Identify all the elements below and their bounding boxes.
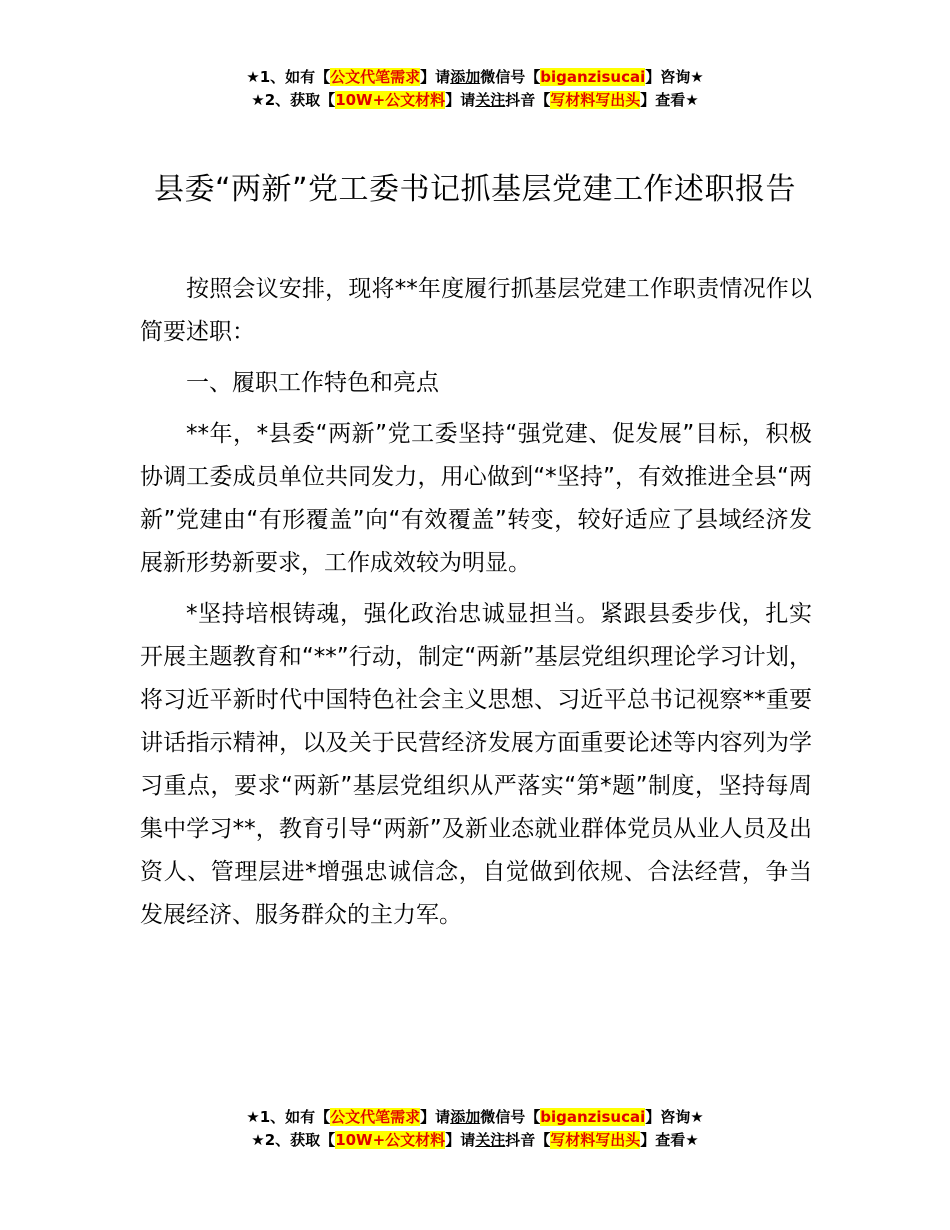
banner-text: 】请 [420, 1108, 451, 1126]
banner-text: 】咨询★ [645, 1108, 704, 1126]
banner-text: 微信号【 [480, 1108, 541, 1126]
top-promo-banner [0, 66, 950, 112]
highlight-text: biganzisucai [540, 1108, 646, 1126]
highlight-text: biganzisucai [540, 68, 646, 86]
highlight-text: 写材料写出头 [550, 91, 641, 109]
banner-text: 】查看★ [640, 1131, 699, 1149]
paragraph: *坚持培根铸魂，强化政治忠诚显担当。紧跟县委步伐，扎实开展主题教育和“**”行动，制定“两新”基层党组织理论学习计划，将习近平新时代中国特色社会主义思想、习近平总书记视察**重要讲话指示精神，以及关于民营经济发展方面重要论述等内容列为学习重点，要求“两新”基层党组织从严落实“第*题”制度，坚持每周集中学习**，教育引导“两新”及新业态就业群体党员从业人员及出资人、管理层进*增强忠诚信念，自觉做到依规、合法经营，争当发展经济、服务群众的主力军。 [140, 601, 812, 928]
document-title: 县委“两新”党工委书记抓基层党建工作述职报告 [153, 172, 797, 207]
document-body [140, 268, 812, 945]
emphasis-text: 添加 [450, 1108, 481, 1126]
highlight-text: 10W+公文材料 [335, 91, 446, 109]
banner-text: 抖音【 [505, 91, 551, 109]
banner-line-2 [0, 89, 950, 112]
banner-text: ★2、获取【 [251, 1131, 336, 1149]
highlight-text: 10W+公文材料 [335, 1131, 446, 1149]
emphasis-text: 添加 [450, 68, 481, 86]
banner-text: 】查看★ [640, 91, 699, 109]
banner-text: 抖音【 [505, 1131, 551, 1149]
emphasis-text: 关注 [475, 91, 506, 109]
banner-text: 】咨询★ [645, 68, 704, 86]
banner-text: 】请 [445, 91, 476, 109]
banner-line-2 [0, 1129, 950, 1152]
banner-text: 微信号【 [480, 68, 541, 86]
highlight-text: 公文代笔需求 [330, 1108, 421, 1126]
banner-text: ★1、如有【 [246, 1108, 331, 1126]
banner-text: ★1、如有【 [246, 68, 331, 86]
banner-line-1 [0, 66, 950, 89]
emphasis-text: 关注 [475, 1131, 506, 1149]
banner-text: 】请 [445, 1131, 476, 1149]
highlight-text: 公文代笔需求 [330, 68, 421, 86]
banner-line-1 [0, 1106, 950, 1129]
paragraph: **年，*县委“两新”党工委坚持“强党建、促发展”目标，积极协调工委成员单位共同发力，用心做到“*坚持”，有效推进全县“两新”党建由“有形覆盖”向“有效覆盖”转变，较好适应了县域经济发展新形势新要求，工作成效较为明显。 [140, 421, 812, 576]
bottom-promo-banner [0, 1106, 950, 1152]
banner-text: 】请 [420, 68, 451, 86]
banner-text: ★2、获取【 [251, 91, 336, 109]
paragraph: 按照会议安排，现将**年度履行抓基层党建工作职责情况作以简要述职： [140, 276, 812, 345]
section-heading: 一、履职工作特色和亮点 [186, 370, 439, 396]
highlight-text: 写材料写出头 [550, 1131, 641, 1149]
